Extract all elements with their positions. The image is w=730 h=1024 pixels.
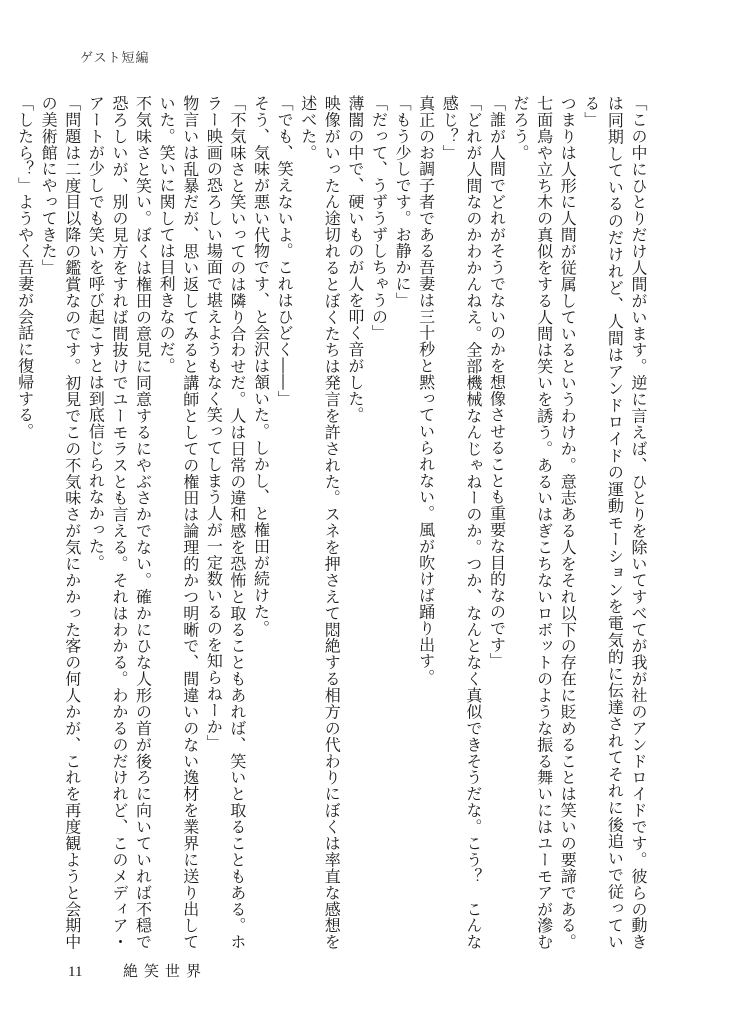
paragraph: 「もう少しです。お静かに」 <box>393 95 413 309</box>
paragraph: 「だって、うずうずしちゃうの」 <box>369 95 389 341</box>
paragraph: 物言いは乱暴だが、思い返してみると講師としての権田は論理的かつ明晰で、間違いのない逸材を業界に送り出していた。笑いに関しては目利きなのだ。 <box>157 95 200 950</box>
paragraph: 「問題は二度目以降の鑑賞なのです。初見でこの不気味さが気にかかった客の何人かが、これを再度観ようと会期中の美術館にやってきた」 <box>39 95 82 950</box>
page-number: 11 <box>68 964 83 980</box>
paragraph: 「不気味さと笑いってのは隣り合わせだ。人は日常の違和感を恐怖と取ることもあれば、笑いと取ることもある。ホラー映画の恐ろしい場面で堪えようもなく笑ってしまう人が一定数いるのを知らねーか」 <box>204 95 247 950</box>
paragraph: 「どれが人間なのかわかんねえ。全部機械なんじゃねーのか。つか、なんとなく真似できそうだな。こう？ こんな感じ？」 <box>440 95 483 950</box>
book-title: 絶笑世界 <box>123 962 208 980</box>
paragraph: 映像がいったん途切れるとぼくたちは発言を許された。スネを押さえて悶絶する相方の代わりにぼくは率直な感想を述べた。 <box>298 95 342 950</box>
running-header: ゲスト短編 <box>80 51 150 66</box>
paragraph: 薄闇の中で、硬いものが人を叩く音がした。 <box>345 95 365 423</box>
paragraph: 「誰が人間でどれがそうでないのかを想像させることも重要な目的なのです」 <box>487 95 507 669</box>
paragraph: 真正のお調子者である吾妻は三十秒と黙っていられない。風が吹けば踊り出す。 <box>416 95 436 686</box>
paragraph: 「したら？」ようやく吾妻が会話に復帰する。 <box>15 95 35 440</box>
vertical-body-text <box>15 95 650 950</box>
paragraph: 「でも、笑えないよ。これはひどく――」 <box>275 95 295 407</box>
paragraph: つまりは人形に人間が従属しているというわけか。意志ある人をそれ以下の存在に貶めることは笑いの要諦である。七面鳥や立ち木の真似をする人間は笑いを誘う。あるいはぎこちないロボットのような振る舞いにはユーモアが滲むだろう。 <box>511 95 578 950</box>
page-footer <box>68 960 207 981</box>
paragraph: 不気味さと笑い。ぼくは権田の意見に同意するにやぶさかでない。確かにひな人形の首が後ろに向いていれば不穏で恐ろしいが、別の見方をすれば間抜けでユーモラスとも言える。それはわかる。わかるのだけれど、このメディア・アートが少しでも笑いを呼び起こすとは到底信じられなかった。 <box>86 95 153 950</box>
paragraph: 「この中にひとりだけ人間がいます。逆に言えば、ひとりを除いてすべてが我が社のアンドロイドです。彼らの動きは同期しているのだけれど、人間はアンドロイドの運動モーションを電気的に伝達されてそれに後追いで従っている」 <box>581 95 648 950</box>
paragraph: そう、気味が悪い代物です、と会沢は頷いた。しかし、と権田が続けた。 <box>251 95 271 637</box>
